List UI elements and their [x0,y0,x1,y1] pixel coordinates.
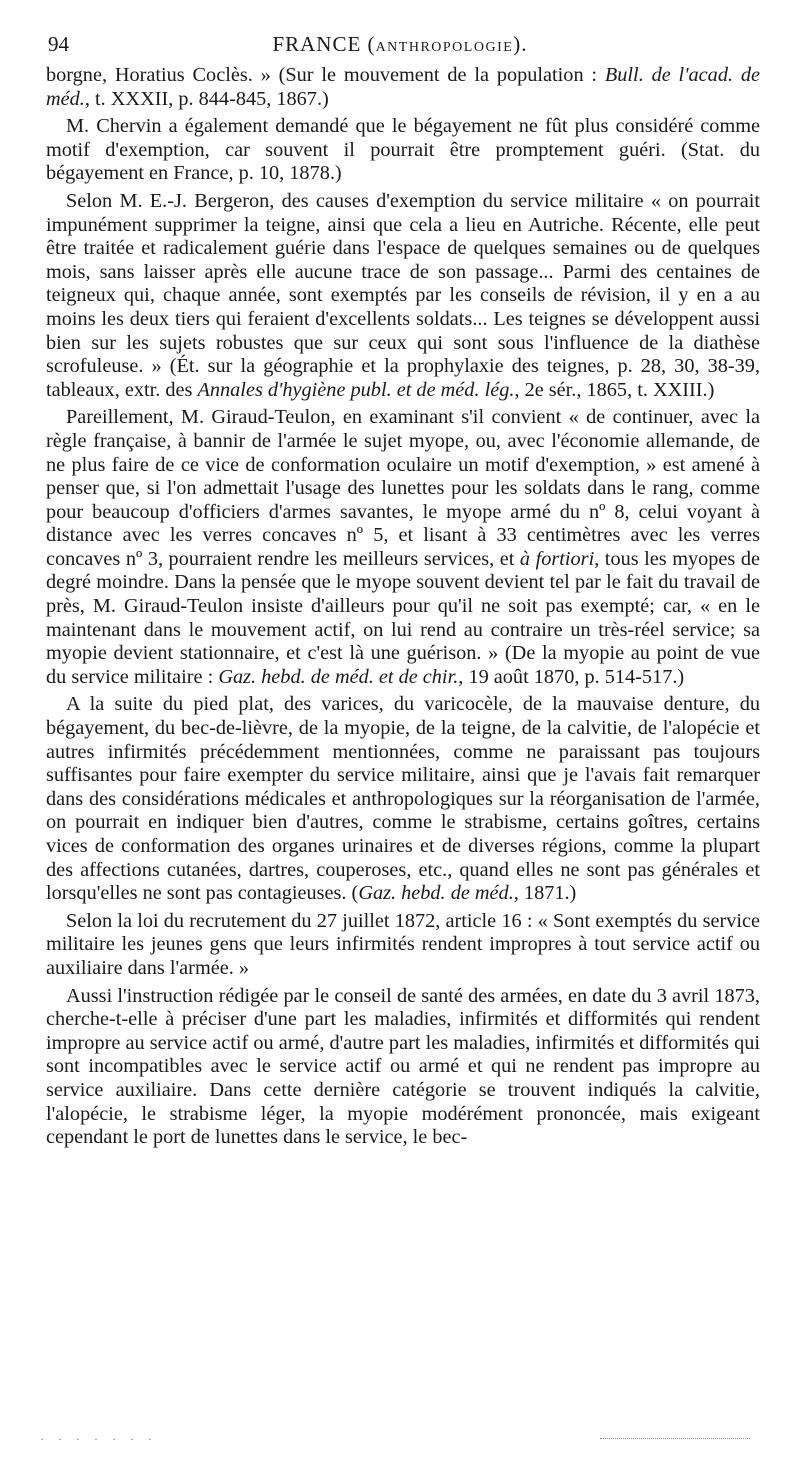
text-run: M. Chervin a également demandé que le bégayement ne fût plus considéré comme motif d'exemption, car souvent il pourrait être promptement guéri. (Stat. du bégayement en France, p. 10, 1878.) [46,115,760,185]
paragraph [46,693,760,905]
running-header [44,30,756,60]
text-run: Aussi l'instruction rédigée par le conseil de santé des armées, en date du 3 avril 1873, cherche-t-elle à préciser d'une part les maladies, infirmités et difformités qui rendent impropre au service actif ou armé, d'autre part les maladies, infirmités et difformités qui sont incompatibles avec le service actif ou armé et qui ne rendent pas impropre au service auxiliaire. Dans cette dernière catégorie se trouvent indiqués la calvitie, l'alopécie, le strabisme léger, la myopie modérément prononcée, mais exigeant cependant le port de lunettes dans le service, le bec- [46,984,760,1149]
italic-citation: Gaz. hebd. de méd. et de chir. [218,665,459,688]
page-number: 94 [48,32,69,56]
running-title [44,32,756,57]
running-title-small: ANTHROPOLOGIE [375,40,514,55]
text-run: , 19 août 1870, p. 514-517.) [458,665,685,688]
italic-citation: Annales d'hygiène publ. et de méd. lég. [197,378,515,401]
text-run: Selon M. E.-J. Bergeron, des causes d'exemption du service militaire « on pourrait impunément supprimer la teigne, ainsi que cela a lieu en Autriche. Récente, elle peut être traitée et radicalement guérie dans l'espace de quelques semaines ou de quelques mois, sans laisser après elle aucune trace de son passage... Parmi des centaines de teigneux qui, chaque année, sont exemptés par les conseils de révision, il y en a au moins les deux tiers qui feraient d'excellents soldats... Les teignes se développent aussi bien sur les sujets robustes que sur ceux qui sont sous l'influence de la diathèse scrofuleuse. » (Ét. sur la géographie et la prophylaxie des teignes, p. 28, 30, 38-39, tableaux, extr. des [46,189,760,401]
text-run: , 2e sér., 1865, t. XXIII.) [514,378,715,401]
italic-citation: Gaz. hebd. de méd. [358,882,514,905]
footer-rule [600,1438,750,1439]
text-run: Pareillement, M. Giraud-Teulon, en examinant s'il convient « de continuer, avec la règle française, à bannir de l'armée le sujet myope, ou, avec l'économie allemande, de ne plus faire de ce vice de conformation oculaire un motif d'exemption, » est amené à penser que, si l'on admettait l'usage des lunettes pour les soldats dans le rang, comme pour beaucoup d'officiers d'armes savantes, le myope armé du nº 8, celui voyant à distance avec les verres concaves nº 5, et lisant à 33 centimètres avec les verres concaves nº 3, pourraient rendre les meilleurs services, et [46,406,760,570]
footer-dots: ······· [40,1432,166,1446]
paragraph [46,64,760,111]
text-run: , t. XXXII, p. 844-845, 1867.) [84,87,329,110]
text-run: Selon la loi du recrutement du 27 juillet 1872, article 16 : « Sont exemptés du service militaire les jeunes gens que leurs infirmités rendent impropres à tout service actif ou auxiliaire dans l'armée. » [46,909,760,979]
paragraph [46,190,760,402]
text-run: borgne, Horatius Coclès. » (Sur le mouvement de la population : [46,64,605,86]
italic-citation: à fortiori [519,547,595,570]
text-run: A la suite du pied plat, des varices, du varicocèle, de la mauvaise denture, du bégayement, du bec-de-lièvre, de la myopie, de la teigne, de la calvitie, de l'alopécie et autres infirmités précédemment mentionnées, comme ne paraissant pas toujours suffisantes pour faire exempter du service militaire, ainsi que je l'avais fait remarquer dans des considérations médicales et anthropologiques sur la réorganisation de l'armée, on pourrait en indiquer bien d'autres, comme le strabisme, certains goîtres, certains vices de conformation des organes urinaires et de diverses régions, comme la plupart des affections cutanées, dartres, couperoses, etc., quand elles ne sont pas générales et lorsqu'elles ne sont pas contagieuses. ( [46,693,760,905]
running-title-main: FRANCE ( [272,32,376,56]
text-run: , tous les myopes de degré moindre. Dans la pensée que le myope souvent devient tel par le fait du travail de près, M. Giraud-Teulon insiste d'ailleurs pour qu'il ne soit pas exempté; car, « en le maintenant dans le mouvement actif, on lui rend au contraire un très-réel service; sa myopie devient stationnaire, et c'est là une guérison. » (De la myopie au point de vue du service militaire : [46,547,760,688]
italic-citation: Bull. de l'acad. de méd. [46,64,760,110]
paragraph [46,910,760,981]
paragraph [46,985,760,1150]
body-text [46,64,760,1154]
text-run: , 1871.) [513,882,577,905]
running-title-end: ). [513,32,528,56]
paragraph [46,115,760,186]
paragraph [46,406,760,689]
page-footer [40,1432,760,1446]
